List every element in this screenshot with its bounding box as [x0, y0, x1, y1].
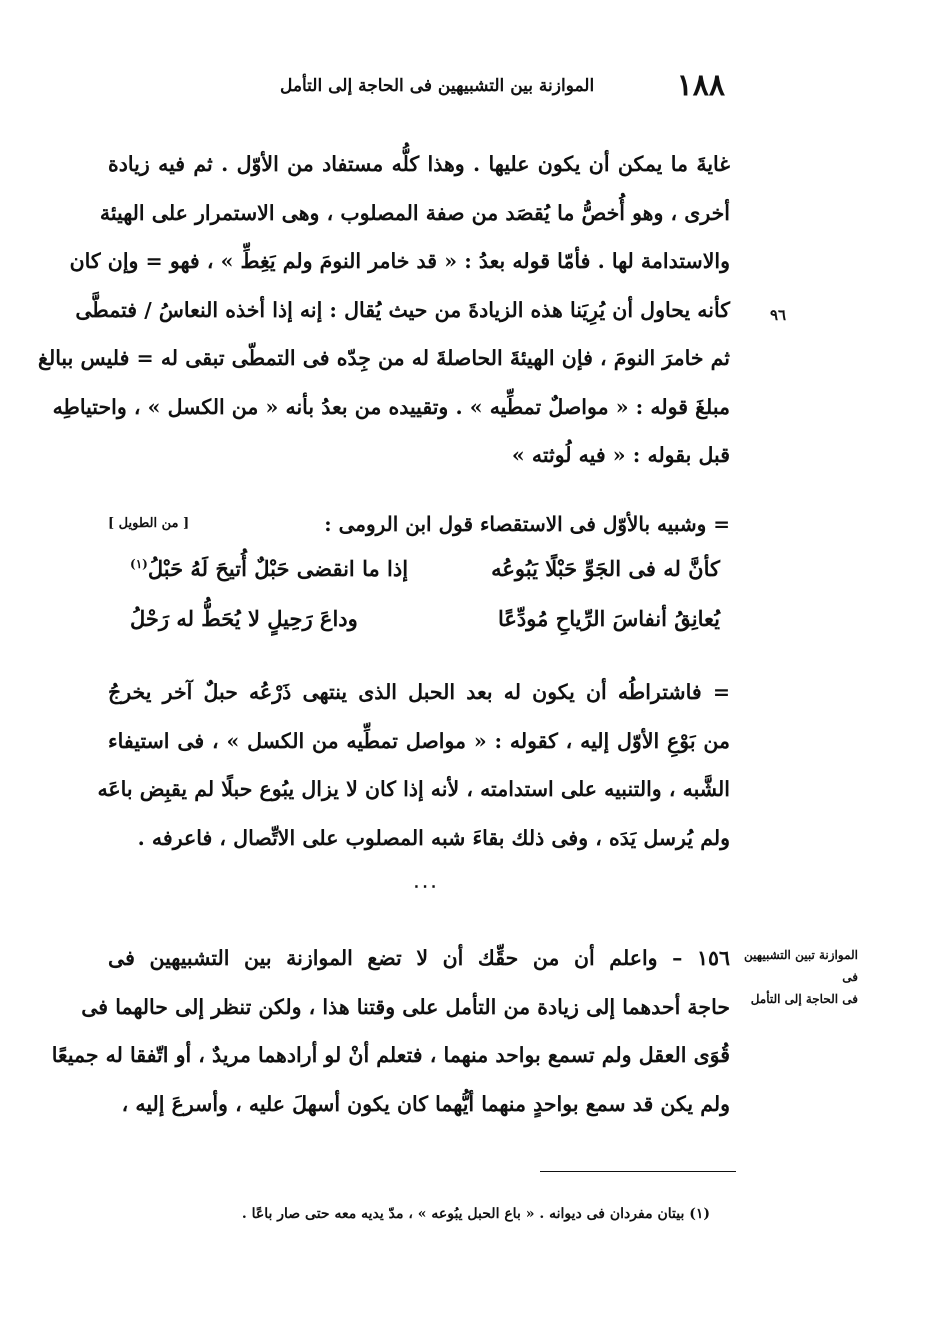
text-line: قُوَى العقل ولم تسمع بواحد منهما ، فتعلم أنْ لو أرادهما مريدٌ ، أو اتّفقا له جميعًا	[51, 1043, 730, 1067]
margin-heading-line: فى الحاجة إلى التأمل	[750, 992, 858, 1006]
first-hemistich: كأنَّ له فى الجَوِّ حَبْلًا يَبُوعُه	[491, 556, 720, 581]
text-line: ثم خامرَ النومَ ، فإن الهيئةَ الحاصلةَ له من جِدّه فى التمطّى تبقى له = فليس ببالغ	[38, 346, 730, 370]
page-number: ١٨٨	[676, 68, 725, 103]
text-line: ولم يُرسل يَدَه ، وفى ذلك بقاءَ شبه المصلوب على الاتِّصال ، فاعرفه .	[137, 825, 730, 850]
text-line: ١٥٦ – واعلم أن من حقِّك أن لا تضع الموازنة بين التشبيهين فى	[108, 946, 730, 970]
paragraph-2	[97, 668, 730, 862]
text-line: = فاشتراطُه أن يكون له بعد الحبل الذى ينتهى ذَرْعُه حبلٌ آخر يخرجُ	[108, 680, 730, 704]
margin-heading-line: الموازنة تبين التشبيهين فى	[744, 948, 858, 984]
second-hemistich	[130, 556, 408, 581]
verse-line	[130, 556, 720, 596]
page-header	[280, 68, 725, 108]
running-title: الموازنة بين التشبيهين فى الحاجة إلى التأمل	[280, 76, 595, 96]
text-line: حاجة أحدهما إلى زيادة من التأمل على وقتنا هذا ، ولكن تنظر إلى حالهما فى	[81, 994, 730, 1019]
text-line: مبلغَ قوله : « مواصلٌ تمطِّيه » . وتقييده من بعدُ بأنه « من الكسل » ، واحتياطِه	[52, 394, 730, 419]
text-line: كأنه يحاول أن يُرِيَنا هذه الزيادةَ من حيث يُقال : إنه إذا أخذه النعاسُ / فتمطَّى	[75, 297, 730, 322]
text-line: قبل بقوله : « فيه لُوثته »	[511, 443, 730, 467]
text-line: غايةَ ما يمكن أن يكون عليها . وهذا كلُّه مستفاد من الأوّل . ثم فيه زيادة	[108, 152, 730, 176]
hemistich-text: إذا ما انقضى حَبْلٌ أُتيحَ لَهُ حَبْلُ	[147, 556, 409, 581]
text-line: الشَّبه ، والتنبيه على استدامته ، لأنه إذا كان لا يزال يبُوع حبلًا لم يقبِض باعَه	[97, 777, 730, 801]
footnote: (١) بيتان مفردان فى ديوانه . « باع الحبل يبُوعه » ، مدّ يديه معه حتى صار باعًا .	[241, 1206, 710, 1222]
poem-introduction	[108, 512, 730, 542]
poetic-meter-label: [ من الطويل ]	[108, 516, 190, 531]
text-line: من بَوْعِ الأوّل إليه ، كقوله : « مواصل تمطِّيه من الكسل » ، فى استيفاء	[108, 728, 730, 753]
first-hemistich: يُعانِقُ أنفاسَ الرِّياحِ مُودِّعًا	[498, 606, 720, 631]
margin-heading	[738, 944, 858, 1010]
paragraph-1	[38, 140, 730, 480]
text-line: أخرى ، وهو أُخصُّ ما يُقصَد من صفة المصلوب ، وهى الاستمرار على الهيئة	[99, 200, 730, 225]
verse-line	[130, 606, 720, 646]
second-hemistich: وداعَ رَحِيلٍ لا يُحَطُّ له رَحْلُ	[130, 606, 358, 631]
footnote-marker[interactable]: (١)	[130, 557, 148, 571]
paragraph-3	[51, 934, 730, 1128]
poem-intro-text: = وشبيه بالأوّل فى الاستقصاء قول ابن الرومى :	[324, 512, 730, 536]
footnote-divider	[540, 1171, 736, 1172]
section-separator: ٠٠٠	[412, 876, 438, 895]
text-line: والاستدامة لها . فأمّا قوله بعدُ : « قد خامر النومَ ولم يَغِطِّ » ، فهو = وإن كان	[69, 249, 730, 273]
text-line: ولم يكن قد سمع بواحدٍ منهما أيُّهما كان يكون أسهلَ عليه ، وأسرعَ إليه ،	[121, 1091, 730, 1116]
margin-page-number: ٩٦	[770, 306, 787, 324]
